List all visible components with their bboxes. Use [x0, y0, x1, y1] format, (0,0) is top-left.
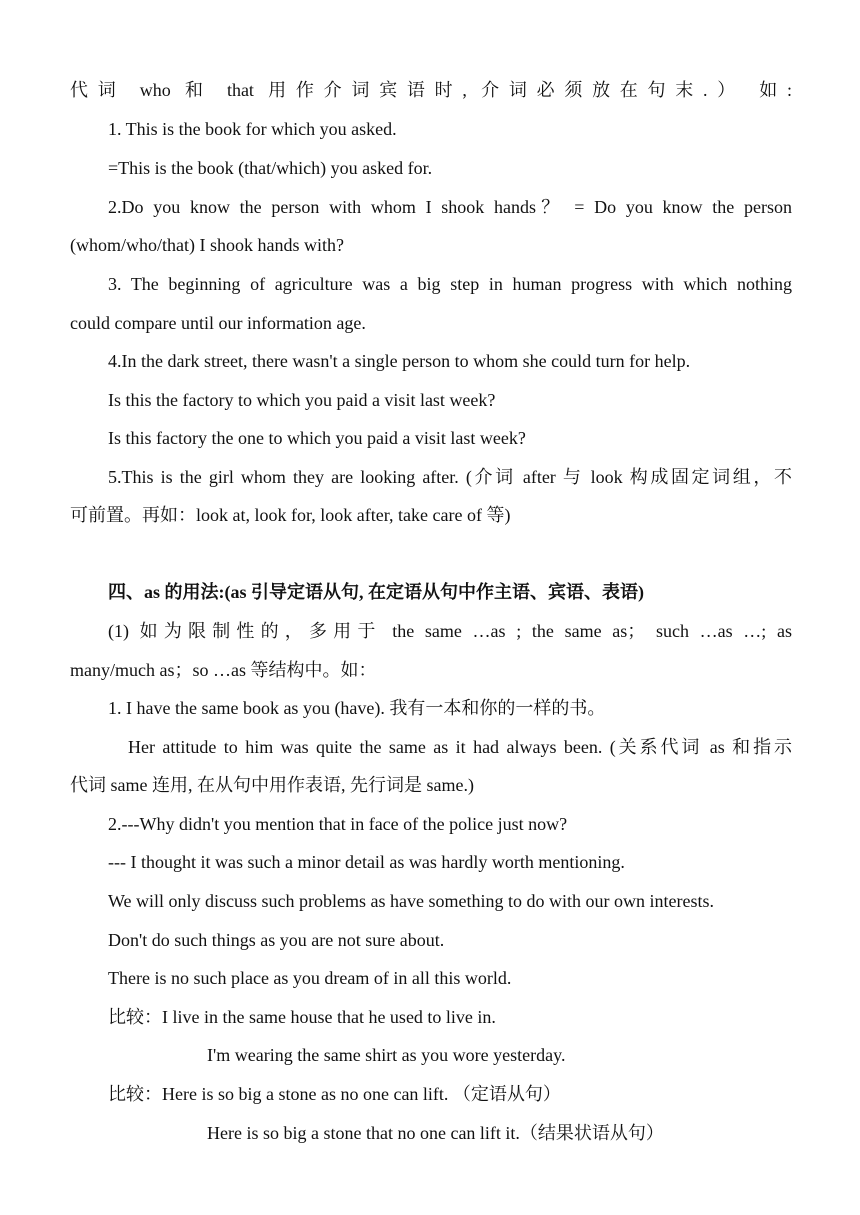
example-line: 2.---Why didn't you mention that in face of the police just now?	[108, 814, 568, 834]
example-line: Is this the factory to which you paid a visit last week?	[108, 390, 496, 410]
example-line: There is no such place as you dream of in all this world.	[108, 968, 512, 988]
example-line: 5.This is the girl whom they are looking after. (介词 after 与 look 构成固定词组，不	[108, 467, 792, 487]
example-line: =This is the book (that/which) you asked for.	[108, 158, 433, 178]
example-line: 4.In the dark street, there wasn't a single person to whom she could turn for help.	[108, 351, 691, 371]
example-line: 1. I have the same book as you (have). 我有一本和你的一样的书。	[108, 698, 606, 718]
example-line: 3. The beginning of agriculture was a big step in human progress with which nothing	[108, 274, 792, 294]
example-line: 可前置。再如：look at, look for, look after, take care of 等)	[70, 505, 511, 525]
example-line: Her attitude to him was quite the same as it had always been. (关系代词 as 和指示	[128, 737, 792, 757]
example-line: 代词 same 连用, 在从句中用作表语, 先行词是 same.)	[70, 775, 474, 795]
example-line: 1. This is the book for which you asked.	[108, 119, 397, 139]
example-line: Is this factory the one to which you paid a visit last week?	[108, 428, 526, 448]
example-line: (whom/who/that) I shook hands with?	[70, 235, 344, 255]
comparison-line: I'm wearing the same shirt as you wore yesterday.	[207, 1045, 566, 1065]
example-line: --- I thought it was such a minor detail as was hardly worth mentioning.	[108, 852, 625, 872]
text-line: 代词 who 和 that 用作介词宾语时, 介词必须放在句末.） 如:	[70, 80, 792, 100]
text-line: many/much as；so …as 等结构中。如：	[70, 660, 377, 680]
comparison-line: 比较：Here is so big a stone as no one can lift. （定语从句）	[108, 1084, 561, 1104]
example-line: Don't do such things as you are not sure about.	[108, 930, 445, 950]
comparison-line: Here is so big a stone that no one can lift it.（结果状语从句）	[207, 1123, 664, 1143]
example-line: could compare until our information age.	[70, 313, 366, 333]
section-heading: 四、as 的用法:(as 引导定语从句, 在定语从句中作主语、宾语、表语)	[108, 582, 644, 602]
example-line: We will only discuss such problems as have something to do with our own interests.	[108, 891, 714, 911]
comparison-line: 比较：I live in the same house that he used to live in.	[108, 1007, 496, 1027]
example-line: 2.Do you know the person with whom I shook hands？ = Do you know the person	[108, 197, 792, 217]
text-line: (1) 如为限制性的，多用于 the same …as ; the same as； such …as …; as	[108, 621, 792, 641]
